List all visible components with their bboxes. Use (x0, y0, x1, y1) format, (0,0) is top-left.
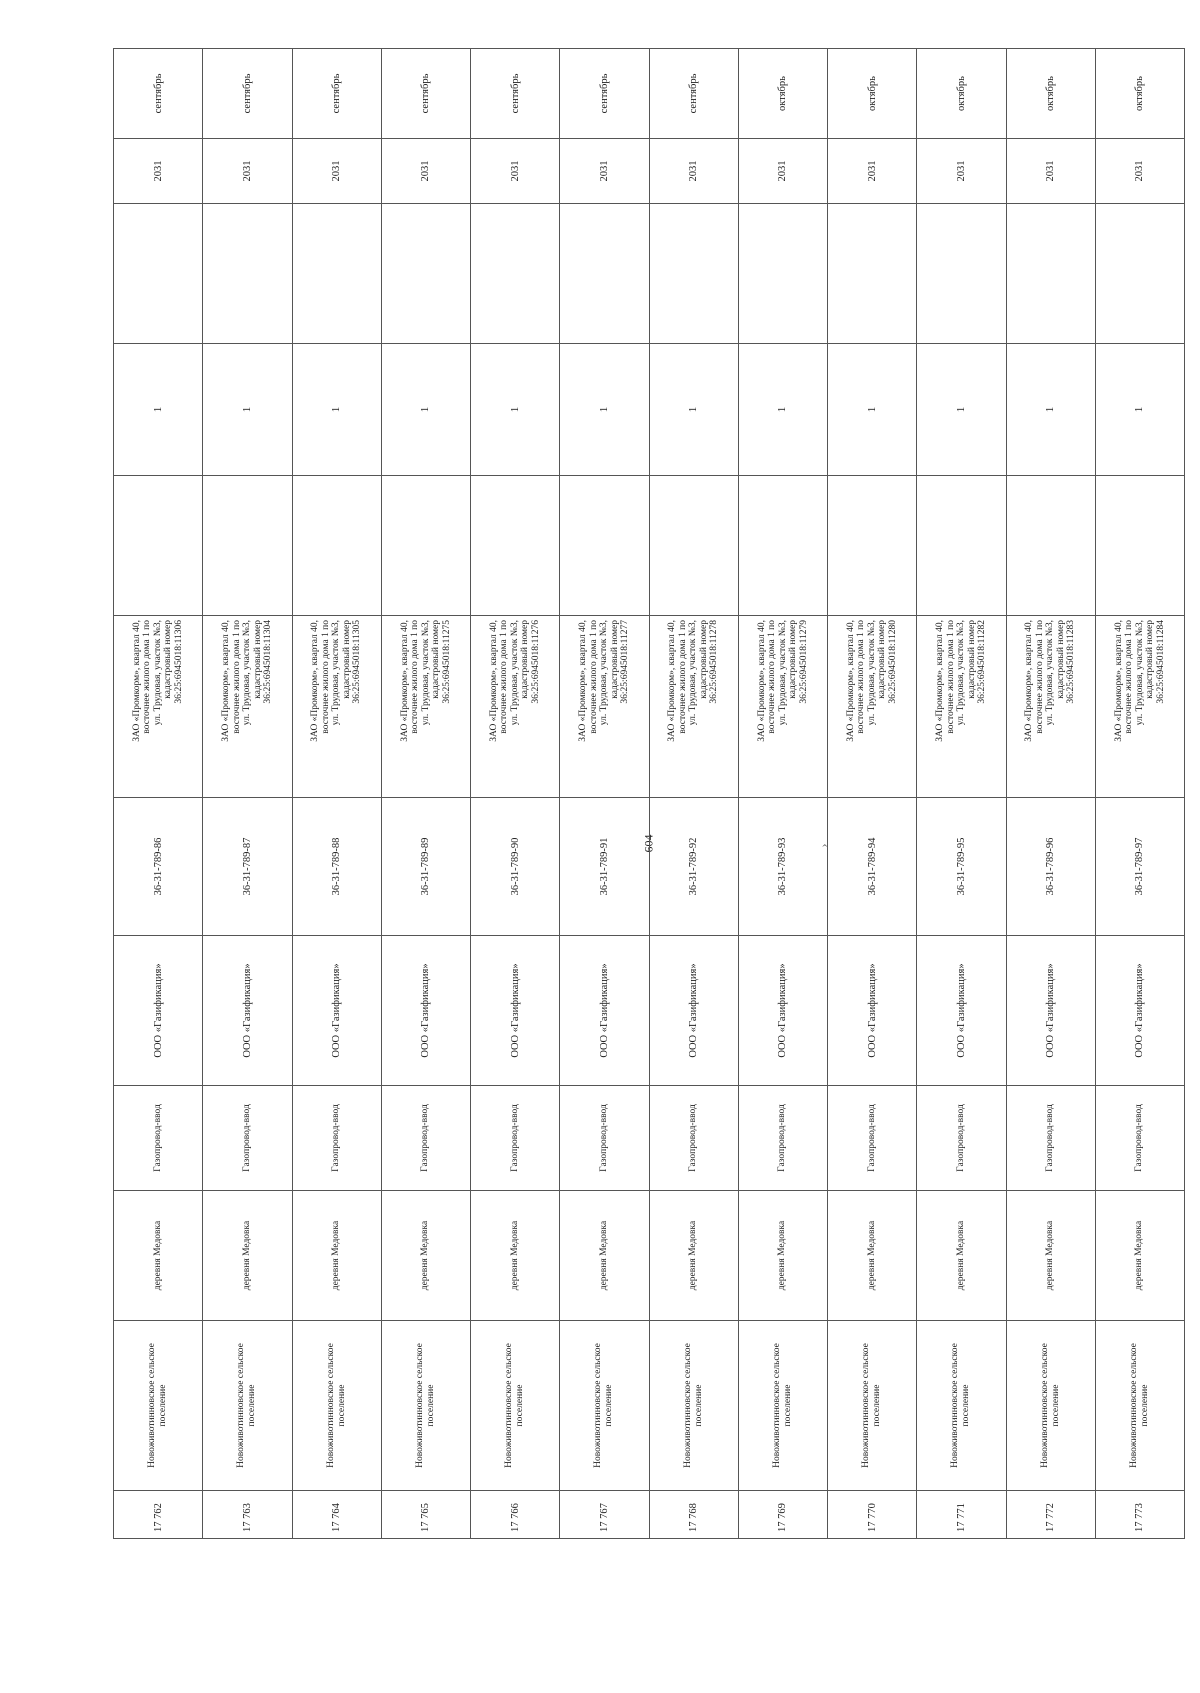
address-line: ЗАО «Промкорм», квартал 40, (845, 620, 856, 742)
organization-cell: ООО «Газификация» (917, 936, 1006, 1086)
address-cell (738, 616, 827, 798)
object-type-cell: Газопровод-ввод (560, 1086, 649, 1191)
object-code-cell: 36-31-789-96 (1006, 798, 1095, 936)
rotated-table-container (113, 49, 1185, 1539)
row-number-cell: 17 767 (560, 1491, 649, 1539)
object-type-cell: Газопровод-ввод (917, 1086, 1006, 1191)
settlement-cell: Новоживотинновское сельское поселение (1006, 1321, 1095, 1491)
address-line: кадастровый номер (609, 620, 620, 699)
empty-cell (292, 476, 381, 616)
address-line: ЗАО «Промкорм», квартал 40, (667, 620, 678, 742)
settlement-cell: Новоживотинновское сельское поселение (1095, 1321, 1184, 1491)
settlement-cell: Новоживотинновское сельское поселение (114, 1321, 203, 1491)
year-cell: 2031 (1006, 139, 1095, 204)
empty-cell (114, 204, 203, 344)
empty-cell (1095, 204, 1184, 344)
address-cell (828, 616, 917, 798)
empty-cell (1095, 476, 1184, 616)
row-number-cell: 17 772 (1006, 1491, 1095, 1539)
address-line: ул. Трудовая, участок №3, (420, 620, 431, 726)
address-line: восточнее жилого дома 1 по (945, 620, 956, 734)
count-cell: 1 (649, 344, 738, 476)
address-line: восточнее жилого дома 1 по (142, 620, 153, 734)
address-line: восточнее жилого дома 1 по (320, 620, 331, 734)
address-line: кадастровый номер (520, 620, 531, 699)
address-line: 36:25:6945018:11304 (263, 620, 274, 704)
address-line: 36:25:6945018:11283 (1066, 620, 1077, 704)
address-cell (381, 616, 470, 798)
settlement-cell: Новоживотинновское сельское поселение (292, 1321, 381, 1491)
month-cell: сентябрь (203, 49, 292, 139)
object-type-cell: Газопровод-ввод (381, 1086, 470, 1191)
empty-cell (471, 476, 560, 616)
address-line: кадастровый номер (966, 620, 977, 699)
place-cell: деревня Медовка (203, 1191, 292, 1321)
table-row (917, 49, 1006, 1539)
empty-cell (828, 476, 917, 616)
count-cell: 1 (381, 344, 470, 476)
address-line: ЗАО «Промкорм», квартал 40, (488, 620, 499, 742)
address-line: восточнее жилого дома 1 по (1034, 620, 1045, 734)
row-number-cell: 17 773 (1095, 1491, 1184, 1539)
settlement-cell: Новоживотинновское сельское поселение (738, 1321, 827, 1491)
address-line: ЗАО «Промкорм», квартал 40, (1024, 620, 1035, 742)
count-cell: 1 (1006, 344, 1095, 476)
place-cell: деревня Медовка (917, 1191, 1006, 1321)
settlement-cell: Новоживотинновское сельское поселение (917, 1321, 1006, 1491)
month-cell: сентябрь (381, 49, 470, 139)
organization-cell: ООО «Газификация» (1095, 936, 1184, 1086)
settlement-cell: Новоживотинновское сельское поселение (381, 1321, 470, 1491)
address-line: кадастровый номер (252, 620, 263, 699)
empty-cell (292, 204, 381, 344)
row-number-cell: 17 764 (292, 1491, 381, 1539)
month-cell: сентябрь (560, 49, 649, 139)
year-cell: 2031 (560, 139, 649, 204)
count-cell: 1 (203, 344, 292, 476)
settlement-cell: Новоживотинновское сельское поселение (471, 1321, 560, 1491)
address-line: кадастровый номер (431, 620, 442, 699)
table-row (738, 49, 827, 1539)
object-type-cell: Газопровод-ввод (114, 1086, 203, 1191)
object-type-cell: Газопровод-ввод (203, 1086, 292, 1191)
empty-cell (203, 204, 292, 344)
month-cell: октябрь (1095, 49, 1184, 139)
year-cell: 2031 (917, 139, 1006, 204)
empty-cell (828, 204, 917, 344)
year-cell: 2031 (114, 139, 203, 204)
table-row (381, 49, 470, 1539)
empty-cell (560, 204, 649, 344)
address-line: ул. Трудовая, участок №3, (152, 620, 163, 726)
address-line: ул. Трудовая, участок №3, (242, 620, 253, 726)
place-cell: деревня Медовка (560, 1191, 649, 1321)
count-cell: 1 (738, 344, 827, 476)
place-cell: деревня Медовка (649, 1191, 738, 1321)
year-cell: 2031 (381, 139, 470, 204)
object-type-cell: Газопровод-ввод (471, 1086, 560, 1191)
address-line: ул. Трудовая, участок №3, (1045, 620, 1056, 726)
object-type-cell: Газопровод-ввод (738, 1086, 827, 1191)
object-code-cell: 36-31-789-91 (560, 798, 649, 936)
table-row (203, 49, 292, 1539)
address-line: восточнее жилого дома 1 по (588, 620, 599, 734)
address-cell (917, 616, 1006, 798)
object-type-cell: Газопровод-ввод (828, 1086, 917, 1191)
object-code-cell: 36-31-789-92 (649, 798, 738, 936)
address-line: ЗАО «Промкорм», квартал 40, (221, 620, 232, 742)
empty-cell (203, 476, 292, 616)
address-line: ул. Трудовая, участок №3, (331, 620, 342, 726)
object-type-cell: Газопровод-ввод (1095, 1086, 1184, 1191)
page-number: 604 (641, 834, 656, 853)
count-cell: 1 (471, 344, 560, 476)
organization-cell: ООО «Газификация» (560, 936, 649, 1086)
address-line: восточнее жилого дома 1 по (1124, 620, 1135, 734)
address-cell (1095, 616, 1184, 798)
address-line: восточнее жилого дома 1 по (231, 620, 242, 734)
object-code-cell: 36-31-789-93 (738, 798, 827, 936)
table-body (114, 49, 1185, 1539)
count-cell: 1 (917, 344, 1006, 476)
address-line: 36:25:6945018:11306 (173, 620, 184, 704)
empty-cell (649, 204, 738, 344)
object-code-cell: 36-31-789-86 (114, 798, 203, 936)
address-line: кадастровый номер (1055, 620, 1066, 699)
month-cell: сентябрь (649, 49, 738, 139)
empty-cell (1006, 204, 1095, 344)
object-code-cell: 36-31-789-88 (292, 798, 381, 936)
address-cell (203, 616, 292, 798)
address-cell (560, 616, 649, 798)
organization-cell: ООО «Газификация» (471, 936, 560, 1086)
place-cell: деревня Медовка (738, 1191, 827, 1321)
month-cell: октябрь (828, 49, 917, 139)
address-line: 36:25:6945018:11279 (798, 620, 809, 704)
object-code-cell: 36-31-789-89 (381, 798, 470, 936)
address-line: 36:25:6945018:11275 (441, 620, 452, 704)
empty-cell (738, 476, 827, 616)
settlement-cell: Новоживотинновское сельское поселение (203, 1321, 292, 1491)
address-line: 36:25:6945018:11305 (352, 620, 363, 704)
address-line: ул. Трудовая, участок №3, (956, 620, 967, 726)
year-cell: 2031 (649, 139, 738, 204)
table-row (560, 49, 649, 1539)
place-cell: деревня Медовка (1006, 1191, 1095, 1321)
address-line: ЗАО «Промкорм», квартал 40, (578, 620, 589, 742)
organization-cell: ООО «Газификация» (738, 936, 827, 1086)
registry-table (113, 48, 1185, 1539)
place-cell: деревня Медовка (381, 1191, 470, 1321)
address-line: 36:25:6945018:11277 (620, 620, 631, 704)
address-line: кадастровый номер (163, 620, 174, 699)
object-code-cell: 36-31-789-87 (203, 798, 292, 936)
address-line: ЗАО «Промкорм», квартал 40, (131, 620, 142, 742)
row-number-cell: 17 763 (203, 1491, 292, 1539)
organization-cell: ООО «Газификация» (114, 936, 203, 1086)
settlement-cell: Новоживотинновское сельское поселение (828, 1321, 917, 1491)
row-number-cell: 17 771 (917, 1491, 1006, 1539)
empty-cell (381, 204, 470, 344)
table-row (114, 49, 203, 1539)
place-cell: деревня Медовка (1095, 1191, 1184, 1321)
empty-cell (917, 476, 1006, 616)
organization-cell: ООО «Газификация» (203, 936, 292, 1086)
address-line: ул. Трудовая, участок №3, (599, 620, 610, 726)
empty-cell (560, 476, 649, 616)
object-code-cell: 36-31-789-95 (917, 798, 1006, 936)
row-number-cell: 17 768 (649, 1491, 738, 1539)
place-cell: деревня Медовка (471, 1191, 560, 1321)
empty-cell (1006, 476, 1095, 616)
address-line: восточнее жилого дома 1 по (767, 620, 778, 734)
month-cell: октябрь (738, 49, 827, 139)
organization-cell: ООО «Газификация» (381, 936, 470, 1086)
row-number-cell: 17 766 (471, 1491, 560, 1539)
address-line: ЗАО «Промкорм», квартал 40, (310, 620, 321, 742)
row-number-cell: 17 770 (828, 1491, 917, 1539)
year-cell: 2031 (292, 139, 381, 204)
address-line: ЗАО «Промкорм», квартал 40, (399, 620, 410, 742)
address-line: ЗАО «Промкорм», квартал 40, (756, 620, 767, 742)
address-line: ул. Трудовая, участок №3, (688, 620, 699, 726)
address-cell (292, 616, 381, 798)
address-line: ул. Трудовая, участок №3, (1134, 620, 1145, 726)
row-number-cell: 17 769 (738, 1491, 827, 1539)
organization-cell: ООО «Газификация» (292, 936, 381, 1086)
organization-cell: ООО «Газификация» (828, 936, 917, 1086)
month-cell: октябрь (1006, 49, 1095, 139)
year-cell: 2031 (471, 139, 560, 204)
month-cell: сентябрь (471, 49, 560, 139)
year-cell: 2031 (1095, 139, 1184, 204)
organization-cell: ООО «Газификация» (1006, 936, 1095, 1086)
table-row (1006, 49, 1095, 1539)
table-row (471, 49, 560, 1539)
count-cell: 1 (828, 344, 917, 476)
row-number-cell: 17 762 (114, 1491, 203, 1539)
year-cell: 2031 (203, 139, 292, 204)
table-row (649, 49, 738, 1539)
object-type-cell: Газопровод-ввод (1006, 1086, 1095, 1191)
address-line: восточнее жилого дома 1 по (499, 620, 510, 734)
place-cell: деревня Медовка (828, 1191, 917, 1321)
address-line: восточнее жилого дома 1 по (677, 620, 688, 734)
year-cell: 2031 (828, 139, 917, 204)
empty-cell (738, 204, 827, 344)
table-row (828, 49, 917, 1539)
object-type-cell: Газопровод-ввод (292, 1086, 381, 1191)
address-line: 36:25:6945018:11278 (709, 620, 720, 704)
object-code-cell: 36-31-789-97 (1095, 798, 1184, 936)
address-cell (114, 616, 203, 798)
empty-cell (917, 204, 1006, 344)
year-cell: 2031 (738, 139, 827, 204)
table-row (1095, 49, 1184, 1539)
month-cell: сентябрь (114, 49, 203, 139)
address-line: кадастровый номер (788, 620, 799, 699)
settlement-cell: Новоживотинновское сельское поселение (649, 1321, 738, 1491)
row-number-cell: 17 765 (381, 1491, 470, 1539)
address-line: кадастровый номер (877, 620, 888, 699)
object-code-cell: 36-31-789-90 (471, 798, 560, 936)
empty-cell (649, 476, 738, 616)
address-cell (649, 616, 738, 798)
table-row (292, 49, 381, 1539)
count-cell: 1 (114, 344, 203, 476)
address-cell (1006, 616, 1095, 798)
address-line: 36:25:6945018:11280 (887, 620, 898, 704)
address-line: ул. Трудовая, участок №3, (509, 620, 520, 726)
address-line: ул. Трудовая, участок №3, (777, 620, 788, 726)
count-cell: 1 (560, 344, 649, 476)
empty-cell (114, 476, 203, 616)
address-line: кадастровый номер (341, 620, 352, 699)
count-cell: 1 (292, 344, 381, 476)
object-code-cell: 36-31-789-94 (828, 798, 917, 936)
address-line: кадастровый номер (698, 620, 709, 699)
place-cell: деревня Медовка (114, 1191, 203, 1321)
month-cell: октябрь (917, 49, 1006, 139)
address-line: восточнее жилого дома 1 по (410, 620, 421, 734)
settlement-cell: Новоживотинновское сельское поселение (560, 1321, 649, 1491)
address-line: 36:25:6945018:11282 (977, 620, 988, 704)
address-line: ул. Трудовая, участок №3, (866, 620, 877, 726)
address-line: ЗАО «Промкорм», квартал 40, (1113, 620, 1124, 742)
stray-mark: › (816, 843, 831, 848)
place-cell: деревня Медовка (292, 1191, 381, 1321)
count-cell: 1 (1095, 344, 1184, 476)
address-line: кадастровый номер (1145, 620, 1156, 699)
organization-cell: ООО «Газификация» (649, 936, 738, 1086)
empty-cell (381, 476, 470, 616)
address-line: 36:25:6945018:11284 (1155, 620, 1166, 704)
object-type-cell: Газопровод-ввод (649, 1086, 738, 1191)
address-cell (471, 616, 560, 798)
address-line: ЗАО «Промкорм», квартал 40, (935, 620, 946, 742)
address-line: 36:25:6945018:11276 (530, 620, 541, 704)
empty-cell (471, 204, 560, 344)
address-line: восточнее жилого дома 1 по (856, 620, 867, 734)
month-cell: сентябрь (292, 49, 381, 139)
